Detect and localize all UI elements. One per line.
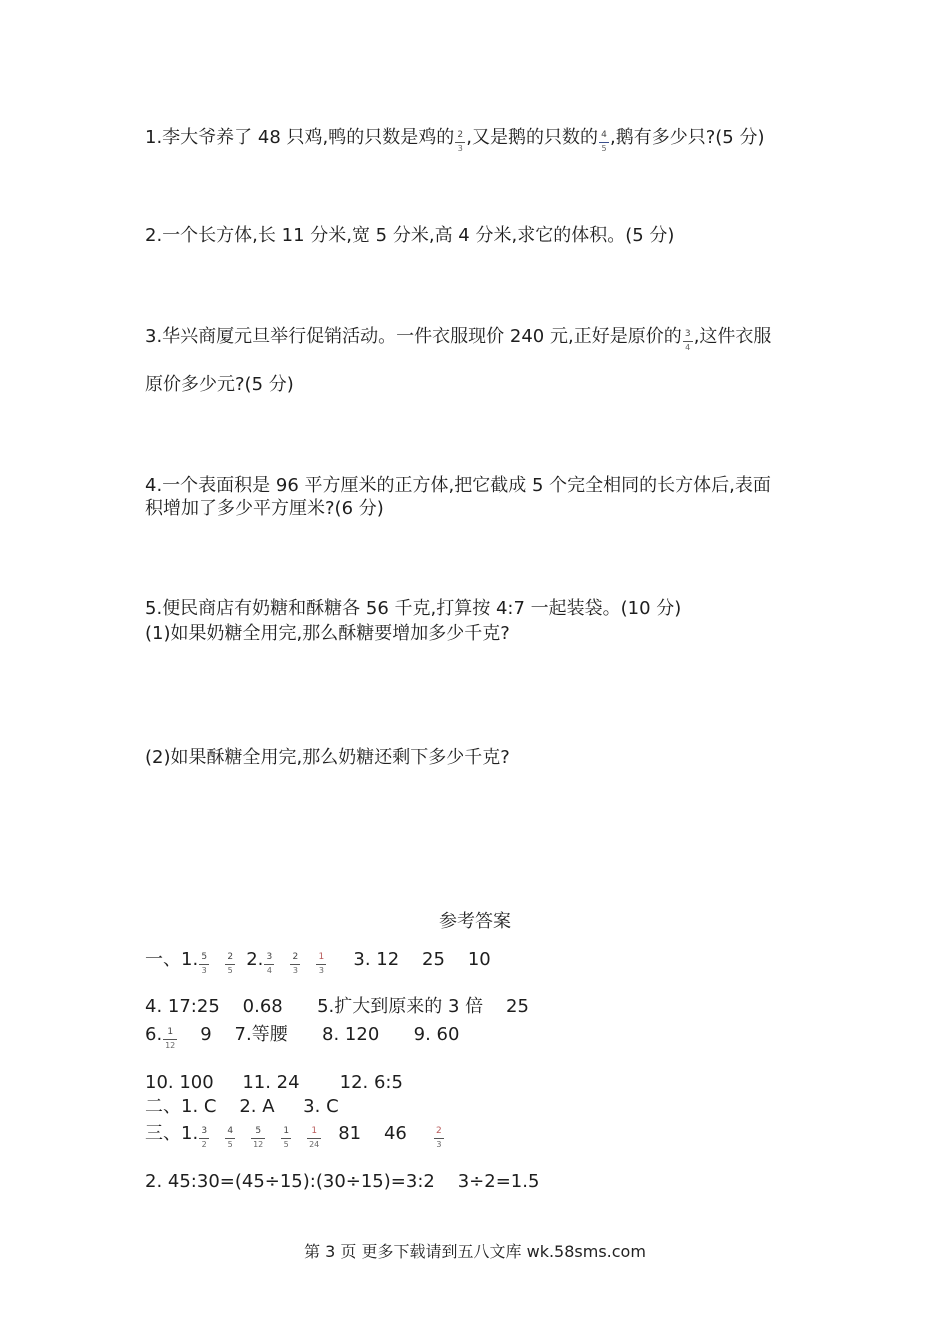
- fraction: $\frac{2}{3}$: [455, 126, 465, 150]
- fraction: $\frac{4}{5}$: [599, 126, 609, 150]
- answer-text: 一、1.: [145, 949, 199, 970]
- fraction: $\frac{1}{12}$: [165, 1027, 176, 1048]
- question-1-text-b: ,又是鹅的只数的: [466, 127, 598, 148]
- page-footer: 第 3 页 更多下载请到五八文库 wk.58sms.com: [304, 1242, 646, 1261]
- answer-line-7: 2. 45:30=(45÷15):(30÷15)=3:2 3÷2=1.5: [145, 1171, 540, 1192]
- answer-line-3: [145, 1023, 459, 1047]
- answer-text: 6.: [145, 1024, 163, 1045]
- question-3-text-b: ,这件衣服: [693, 326, 772, 347]
- question-4-line-2: 积增加了多少平方厘米?(6 分): [145, 498, 384, 519]
- fraction: $\frac{1}{3}$: [316, 948, 326, 972]
- fraction: $\frac{3}{4}$: [264, 948, 274, 972]
- fraction: $\frac{5}{12}$: [253, 1126, 264, 1147]
- fraction: $\frac{1}{5}$: [281, 1122, 291, 1146]
- answer-line-4: 10. 100 11. 24 12. 6:5: [145, 1072, 403, 1093]
- fraction: $\frac{3}{2}$: [199, 1122, 209, 1146]
- fraction: $\frac{1}{24}$: [309, 1126, 320, 1147]
- answer-line-5: 二、1. C 2. A 3. C: [145, 1096, 339, 1117]
- fraction: $\frac{2}{3}$: [434, 1122, 444, 1146]
- question-5-sub-1: (1)如果奶糖全用完,那么酥糖要增加多少千克?: [145, 623, 510, 644]
- question-2: 2.一个长方体,长 11 分米,宽 5 分米,高 4 分米,求它的体积。(5 分): [145, 225, 675, 246]
- question-1-text-a: 1.李大爷养了 48 只鸡,鸭的只数是鸡的: [145, 127, 455, 148]
- fraction: $\frac{3}{4}$: [683, 325, 693, 349]
- answer-line-6: [145, 1122, 445, 1146]
- answer-text: 9 7.等腰 8. 120 9. 60: [200, 1024, 460, 1045]
- question-3-text-a: 3.华兴商厦元旦举行促销活动。一件衣服现价 240 元,正好是原价的: [145, 326, 682, 347]
- question-5-line-1: 5.便民商店有奶糖和酥糖各 56 千克,打算按 4:7 一起装袋。(10 分): [145, 598, 682, 619]
- question-3-line-1: [145, 325, 771, 349]
- answer-text: 3. 12 25 10: [353, 949, 491, 970]
- answers-title: 参考答案: [439, 911, 511, 932]
- answer-line-2: 4. 17:25 0.68 5.扩大到原来的 3 倍 25: [145, 996, 529, 1017]
- answer-text: 2.: [246, 949, 264, 970]
- question-4-line-1: 4.一个表面积是 96 平方厘米的正方体,把它截成 5 个完全相同的长方体后,表面: [145, 475, 771, 496]
- fraction: $\frac{2}{3}$: [290, 948, 300, 972]
- question-5-sub-2: (2)如果酥糖全用完,那么奶糖还剩下多少千克?: [145, 747, 510, 768]
- fraction: $\frac{5}{3}$: [199, 948, 209, 972]
- question-1-text-c: ,鹅有多少只?(5 分): [609, 127, 765, 148]
- fraction: $\frac{2}{5}$: [225, 948, 235, 972]
- answer-line-1: [145, 948, 491, 972]
- question-1: [145, 126, 764, 150]
- answer-text: 三、1.: [145, 1123, 199, 1144]
- question-3-line-2: 原价多少元?(5 分): [145, 374, 294, 395]
- answer-text: 81 46: [338, 1123, 407, 1144]
- fraction: $\frac{4}{5}$: [225, 1122, 235, 1146]
